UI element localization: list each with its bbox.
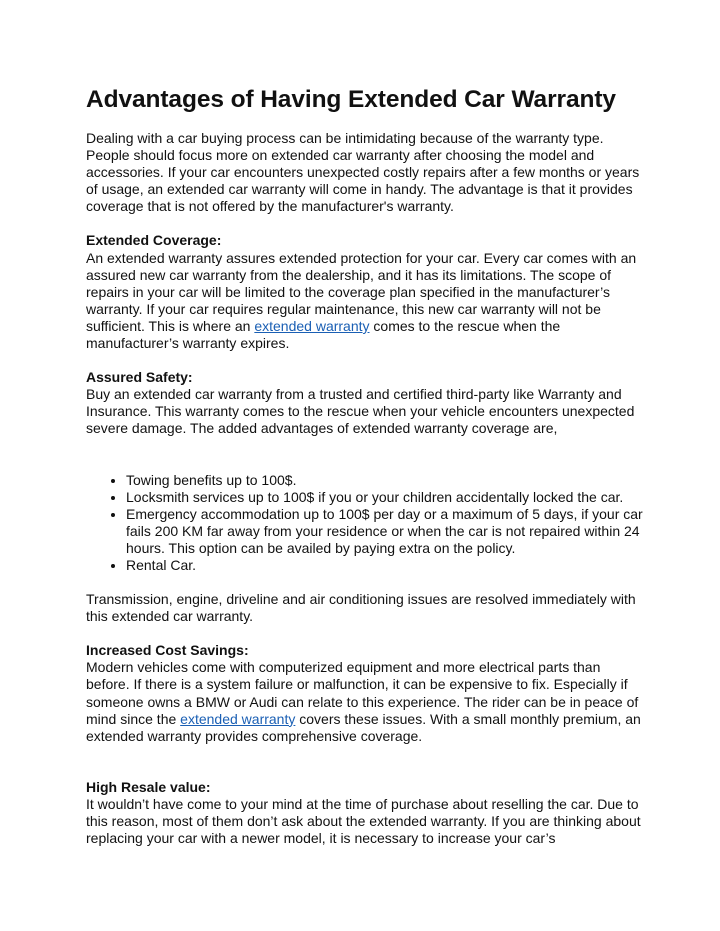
cost-savings-text-end: covers these issues. With a small monthly premium, an extended warranty provides comprehensive coverage.: [86, 710, 641, 744]
intro-paragraph: Dealing with a car buying process can be intimidating because of the warranty type. People should focus more on extended car warranty after choosing the model and accessories. If your car encounters unexpected costly repairs after a few months or years of usage, an extended car warranty will come in handy. The advantage is that it provides coverage that is not offered by the manufacturer's warranty.: [86, 130, 640, 215]
page-title: Advantages of Having Extended Car Warranty: [86, 86, 616, 113]
cost-savings-section: [86, 642, 646, 745]
extended-coverage-heading: Extended Coverage:: [86, 232, 222, 249]
cost-savings-heading: Increased Cost Savings:: [86, 642, 249, 659]
resale-section: [86, 779, 646, 847]
extended-coverage-text-end: comes to the rescue when the manufacturer’s warranty expires.: [86, 317, 561, 352]
list-item: • Locksmith services up to 100$ if you or your children accidentally locked the car.: [126, 489, 646, 506]
list-item: • Rental Car.: [126, 557, 646, 574]
list-item: • Emergency accommodation up to 100$ per day or a maximum of 5 days, if your car fails 200 KM far away from your residence or when the car is not repaired within 24 hours. This option can be availed by paying extra on the policy.: [126, 506, 646, 557]
extended-coverage-section: [86, 232, 646, 352]
extended-coverage-text: An extended warranty assures extended protection for your car. Every car comes with an assured new car warranty from the dealership, and it has its limitations. The scope of repairs in your car will be limited to the coverage plan specified in the manufacturer’s warranty. If your car requires regular maintenance, this new car warranty will not be sufficient. This is where an: [86, 249, 637, 334]
cost-savings-text: Modern vehicles come with computerized equipment and more electrical parts than before. If there is a system failure or malfunction, it can be expensive to fix. Especially if someone owns a BMW or Audi can relate to this experience. The rider can be in peace of mind since the: [86, 659, 639, 727]
resale-heading: High Resale value:: [86, 778, 211, 795]
benefits-list: [86, 472, 646, 575]
extended-warranty-link[interactable]: extended warranty: [254, 317, 370, 334]
list-item: • Towing benefits up to 100$.: [126, 472, 646, 489]
assured-safety-heading: Assured Safety:: [86, 369, 193, 386]
document-page: [86, 84, 646, 847]
assured-safety-text: Buy an extended car warranty from a trusted and certified third-party like Warranty and Insurance. This warranty comes to the rescue when your vehicle encounters unexpected severe damage. The added advantages of extended warranty coverage are,: [86, 386, 635, 437]
resale-text: It wouldn’t have come to your mind at the time of purchase about reselling the car. Due to this reason, most of them don’t ask about the extended warranty. If you are thinking about replacing your car with a newer model, it is necessary to increase your car’s: [86, 795, 641, 847]
assured-safety-closing: Transmission, engine, driveline and air conditioning issues are resolved immediately with this extended car warranty.: [86, 591, 636, 625]
extended-warranty-link[interactable]: extended warranty: [180, 710, 296, 727]
assured-safety-section: [86, 369, 646, 437]
